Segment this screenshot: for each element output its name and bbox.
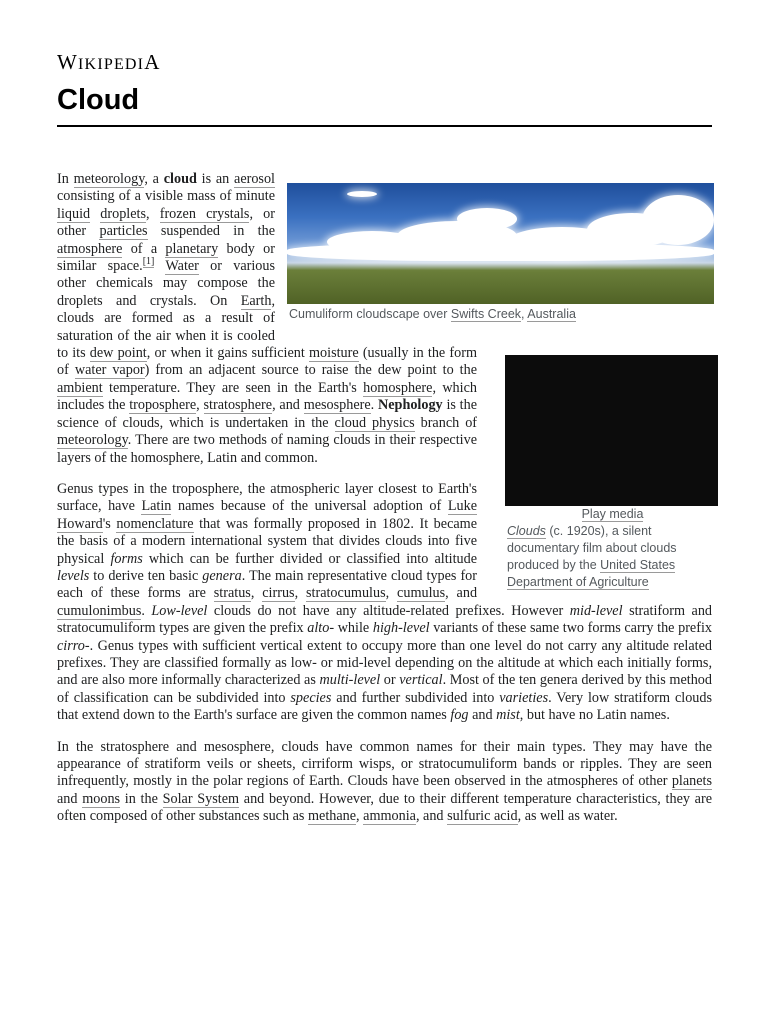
play-media-link[interactable]: Play media (581, 507, 644, 522)
reference-1[interactable]: [1] (142, 256, 155, 268)
link-cumulus[interactable]: cumulus (397, 585, 446, 602)
australia-link[interactable]: Australia (527, 307, 576, 321)
article-body (57, 171, 712, 840)
link-water-vapor[interactable]: water vapor (74, 362, 145, 379)
link-particles[interactable]: particles (99, 223, 148, 240)
link-dew-point[interactable]: dew point (89, 345, 147, 362)
link-water[interactable]: Water (165, 258, 199, 275)
link-luke-howard[interactable]: Luke Howard (57, 498, 477, 532)
link-sulfuric-acid[interactable]: sulfuric acid (447, 808, 518, 825)
link-stratus[interactable]: stratus (213, 585, 251, 602)
link-planets[interactable]: planets (671, 773, 712, 790)
video-figure (505, 355, 718, 591)
link-frozen-crystals[interactable]: frozen crystals (159, 205, 250, 222)
link-planetary[interactable]: planetary (165, 240, 219, 257)
swifts-creek-link[interactable]: Swifts Creek (450, 307, 522, 321)
link-ammonia[interactable]: ammonia (363, 808, 416, 825)
link-cirrus[interactable]: cirrus (262, 585, 295, 602)
link-earth[interactable]: Earth (240, 292, 272, 309)
page-title: Cloud (57, 84, 140, 116)
link-moisture[interactable]: moisture (309, 345, 359, 362)
title-divider (57, 125, 712, 127)
link-meteorology[interactable]: meteorology (73, 171, 145, 187)
link-atmosphere[interactable]: atmosphere (57, 240, 123, 257)
cloudscape-image[interactable] (287, 183, 714, 304)
cloudscape-figure (287, 183, 714, 322)
link-aerosol[interactable]: aerosol (234, 171, 275, 187)
genus-paragraph: Genus types in the troposphere, the atmospheric layer closest to Earth's surface, have Latin names because of the universal adoption of Luke Howard's nomenclature that was formally proposed in 1802. It became the basis of a modern international system that divides clouds into five physical forms which can be further divided or classified into altitude levels to derive ten basic genera. The main representative cloud types for each of these forms are stratus, cirrus, stratocumulus, cumulus, and cumulonimbus. Low-level clouds do not have any altitude-related prefixes. However mid-level stratiform and stratocumuliform types are given the prefix alto- while high-level variants of these same two forms carry the prefix cirro-. Genus types with sufficient vertical extent to occupy more than one level do not carry any altitude related prefixes. They are classified formally as low- or mid-level depending on the altitude at which each initially forms, and are also more informally characterized as multi-level or vertical. Most of the ten genera derived by this method of classification can be subdivided into species and further subdivided into varieties. Very low stratiform clouds that extend down to the Earth's surface are given the common names fog and mist, but have no Latin names. (57, 480, 713, 724)
link-homosphere[interactable]: homosphere (363, 379, 433, 396)
wikipedia-logo[interactable]: WIKIPEDIA (57, 50, 161, 74)
intro-paragraph: In meteorology, a cloud is an aerosol consisting of a visible mass of minute liquid droplets, frozen crystals, or other particles suspended in the atmosphere of a planetary body or similar space.[1] Water or various other chemicals may compose the droplets and crystals. On Earth, clouds are formed as a result of saturation of the air when it is cooled to its Play media Clouds (c. 1920s), a silent documentary film about clouds produced by the United States Department of Agriculture dew point, or when it gains sufficient moisture (usually in the form of water vapor) from an adjacent source to raise the dew point to the ambient temperature. They are seen in the Earth's homosphere, which includes the troposphere, stratosphere, and mesosphere. Nephology is the science of clouds, which is undertaken in the cloud physics branch of meteorology. There are two methods of naming clouds in their respective layers of the homosphere, Latin and common. (57, 171, 712, 467)
link-stratocumulus[interactable]: stratocumulus (306, 585, 386, 602)
stratosphere-paragraph: In the stratosphere and mesosphere, clouds have common names for their main types. They may have the appearance of stratiform veils or sheets, cirriform wisps, or stratocumuliform bands or ripples. They are seen infrequently, mostly in the polar regions of Earth. Clouds have been observed in the atmospheres of other planets and moons in the Solar System and beyond. However, due to their different temperature characteristics, they are often composed of other substances such as methane, ammonia, and sulfuric acid, as well as water. (57, 738, 712, 825)
link-moons[interactable]: moons (82, 790, 121, 807)
link-ambient[interactable]: ambient (57, 379, 103, 396)
link-methane[interactable]: methane (307, 808, 357, 825)
video-caption: Clouds (c. 1920s), a silent documentary film about clouds produced by the United States Department of Agriculture (507, 524, 677, 590)
link-nomenclature[interactable]: nomenclature (116, 515, 194, 532)
link-droplets[interactable]: droplets (100, 205, 146, 222)
link-troposphere[interactable]: troposphere (129, 397, 197, 414)
link-cloud-physics[interactable]: cloud physics (334, 414, 415, 431)
link-mesosphere[interactable]: mesosphere (303, 397, 371, 414)
video-player[interactable] (505, 355, 718, 506)
link-latin[interactable]: Latin (141, 498, 172, 515)
link-liquid[interactable]: liquid (57, 205, 91, 222)
link-meteorology-2[interactable]: meteorology (57, 432, 128, 449)
usda-link[interactable]: United States Department of Agriculture (507, 558, 676, 590)
link-cumulonimbus[interactable]: cumulonimbus (57, 602, 142, 619)
link-solar-system[interactable]: Solar System (162, 790, 240, 807)
cloudscape-caption: Cumuliform cloudscape over Swifts Creek, Australia (289, 307, 576, 321)
clouds-film-link[interactable]: Clouds (507, 524, 546, 539)
link-stratosphere[interactable]: stratosphere (203, 397, 273, 414)
